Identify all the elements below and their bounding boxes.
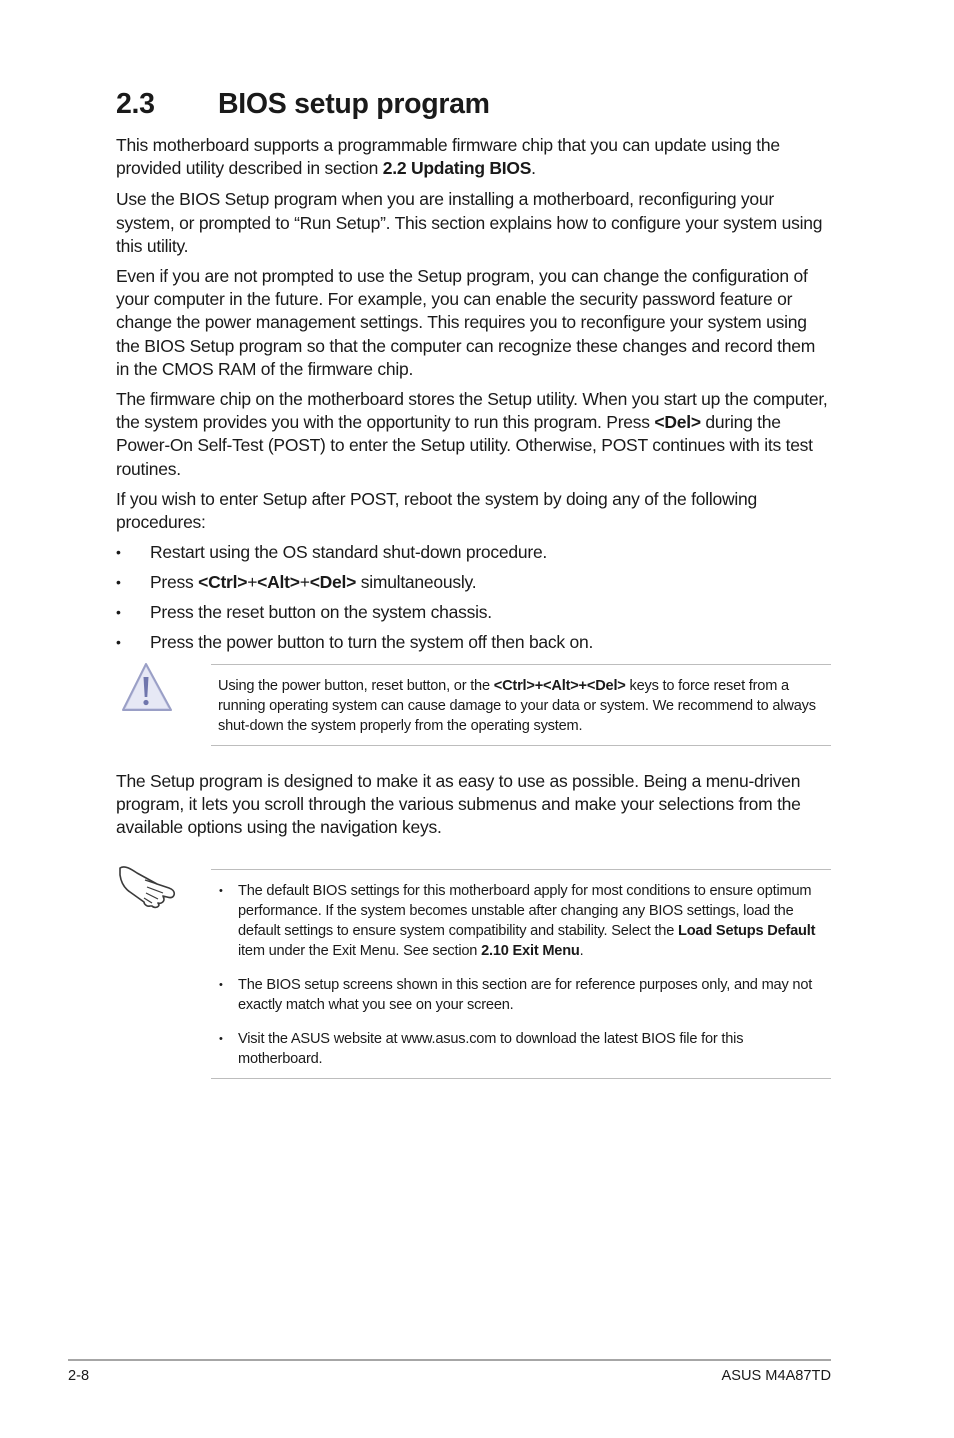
paragraph-text: This motherboard supports a programmable firmware chip that you can update using the provided utility described in section [116,135,780,179]
paragraph-text: . [531,158,536,179]
key-combination: <Ctrl>+<Alt>+<Del> [493,678,626,694]
note-text: The default BIOS settings for this motherboard apply for most conditions to ensure optimum performance. If the system becomes unstable after changing any BIOS settings, load the default settings to ensure system compatibility and stability. Select the [238,883,812,939]
paragraph-setup [116,770,832,848]
menu-item-reference: Load Setups Default [678,923,816,939]
footer-divider [68,1359,831,1361]
bullet-icon: • [219,979,223,991]
section-heading [116,88,832,121]
key-del: <Del> [309,572,357,593]
key-del: <Del> [654,412,701,433]
bullet-icon: • [219,885,223,897]
note-text: Visit the ASUS website at www.asus.com to download the latest BIOS file for this motherboard. [238,1031,744,1067]
note-text: item under the Exit Menu. See section [238,943,482,959]
list-item [211,975,831,1015]
list-item-text: Press the power button to turn the system off then back on. [150,631,594,652]
warning-text-part: keys to force reset from a running operating system can cause damage to your data or system. We recommend to always shut-down the system properly from the operating system. [218,678,816,734]
note-list [211,881,831,1083]
page-number: 2-8 [68,1368,90,1384]
section-title: BIOS setup program [218,88,490,120]
pointing-hand-icon [117,862,179,915]
list-item-text: Restart using the OS standard shut-down procedure. [150,542,548,563]
list-item-text: Press the reset button on the system chassis. [150,601,492,622]
bullet-icon: • [219,1033,223,1045]
paragraph-intro [116,134,832,180]
key-plus: + [299,572,310,593]
key-alt: <Alt> [257,572,300,593]
paragraph-configuration: Even if you are not prompted to use the Setup program, you can change the configuration of your computer in the future. For example, you can enable the security password feature or change the power management settings. This requires you to reconfigure your system using the BIOS Setup program so that the computer can recognize these changes and record them in the CMOS RAM of the firmware chip. [116,266,816,379]
list-item [211,881,831,961]
paragraph-firmware [116,388,832,481]
bullet-icon: • [116,544,121,561]
warning-text [218,676,830,736]
key-ctrl: <Ctrl> [198,572,248,593]
main-content [116,88,832,660]
product-name: ASUS M4A87TD [721,1368,831,1384]
paragraph-text: The Setup program is designed to make it as easy to use as possible. Being a menu-driven program, it lets you scroll through the various submenus and make your selections from the available options using the navigation keys. [116,771,801,838]
list-item [116,631,832,654]
bullet-icon: • [116,603,121,620]
list-item-text: simultaneously. [356,572,477,593]
bullet-icon: • [116,633,121,650]
paragraph-text: The firmware chip on the motherboard stores the Setup utility. When you start up the computer, the system provides you with the opportunity to run this program. Press [116,389,828,433]
note-text: . [579,943,584,959]
section-reference: 2.2 Updating BIOS [382,158,532,179]
section-number: 2.3 [116,88,155,120]
bullet-icon: • [116,574,121,591]
section-reference: 2.10 Exit Menu [481,943,580,959]
list-item [211,1029,831,1069]
procedure-list [116,541,832,653]
list-item [116,571,832,594]
list-item [116,541,832,564]
warning-text-part: Using the power button, reset button, or the [218,678,494,694]
warning-box [211,664,831,746]
paragraph-reboot: If you wish to enter Setup after POST, reboot the system by doing any of the following procedures: [116,488,757,533]
warning-triangle-icon [118,660,174,721]
list-item [116,601,832,624]
paragraph-text: during the Power-On Self-Test (POST) to enter the Setup utility. Otherwise, POST continues with its test routines. [116,412,813,479]
note-box [211,869,831,1079]
key-plus: + [247,572,258,593]
note-text: The BIOS setup screens shown in this section are for reference purposes only, and may not exactly match what you see on your screen. [238,977,813,1013]
paragraph-usage: Use the BIOS Setup program when you are installing a motherboard, reconfiguring your system, or prompted to “Run Setup”. This section explains how to configure your system using this utility. [116,189,823,256]
list-item-text: Press [150,572,199,593]
